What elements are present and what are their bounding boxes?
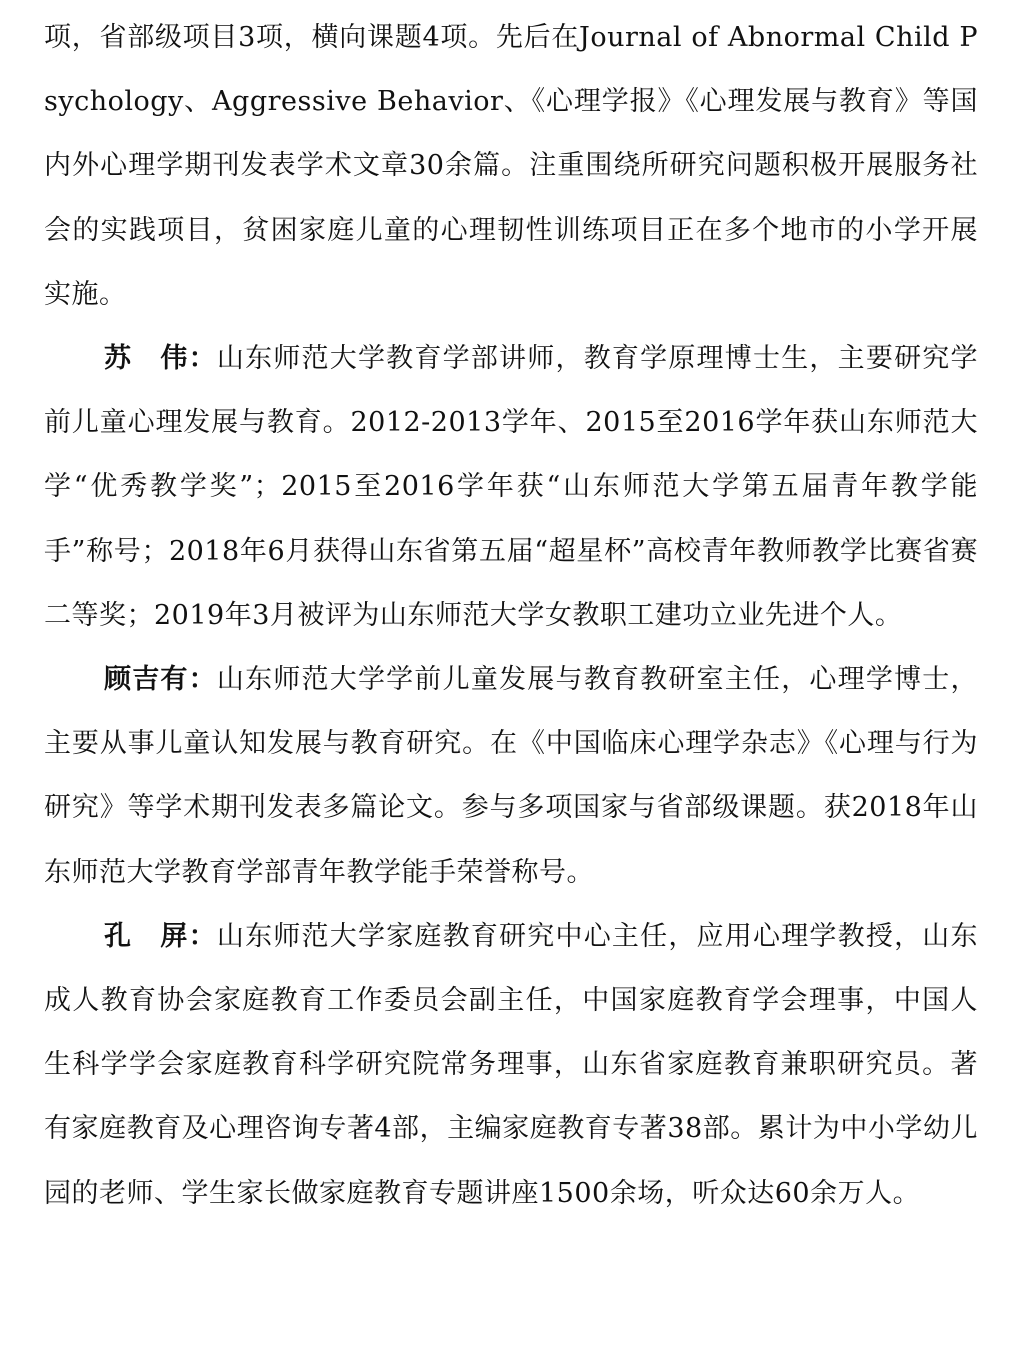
paragraph-text: 项，省部级项目3项，横向课题4项。先后在Journal of Abnormal Child Psychology、Aggressive Behavior、《心理学报》《心理发展与教育》等国内外心理学期刊发表学术文章30余篇。注重围绕所研究问题积极开展服务社会的实践项目，贫困家庭儿童的心理韧性训练项目正在多个地市的小学开展实施。 (44, 22, 978, 310)
bio-text: 山东师范大学教育学部讲师，教育学原理博士生，主要研究学前儿童心理发展与教育。2012-2013学年、2015至2016学年获山东师范大学“优秀教学奖”；2015至2016学年获“山东师范大学第五届青年教学能手”称号；2018年6月获得山东省第五届“超星杯”高校青年教师教学比赛省赛二等奖；2019年3月被评为山东师范大学女教职工建功立业先进个人。 (44, 343, 979, 631)
bio-name: 顾吉有： (104, 664, 217, 696)
bio-paragraph-kong-ping (44, 905, 978, 1226)
bio-paragraph-su-wei (44, 327, 978, 648)
bio-paragraph-gu-jiyou (44, 648, 978, 905)
document-page (44, 6, 978, 1226)
bio-text: 山东师范大学学前儿童发展与教育教研室主任，心理学博士，主要从事儿童认知发展与教育研究。在《中国临床心理学杂志》《心理与行为研究》等学术期刊发表多篇论文。参与多项国家与省部级课题。获2018年山东师范大学教育学部青年教学能手荣誉称号。 (44, 664, 979, 888)
bio-name: 孔 屏： (104, 920, 217, 952)
paragraph-continued (44, 6, 978, 327)
bio-text: 山东师范大学家庭教育研究中心主任，应用心理学教授，山东成人教育协会家庭教育工作委员会副主任，中国家庭教育学会理事，中国人生科学学会家庭教育科学研究院常务理事，山东省家庭教育兼职研究员。著有家庭教育及心理咨询专著4部，主编家庭教育专著38部。累计为中小学幼儿园的老师、学生家长做家庭教育专题讲座1500余场，听众达60余万人。 (44, 920, 979, 1209)
bio-name: 苏 伟： (104, 343, 217, 375)
